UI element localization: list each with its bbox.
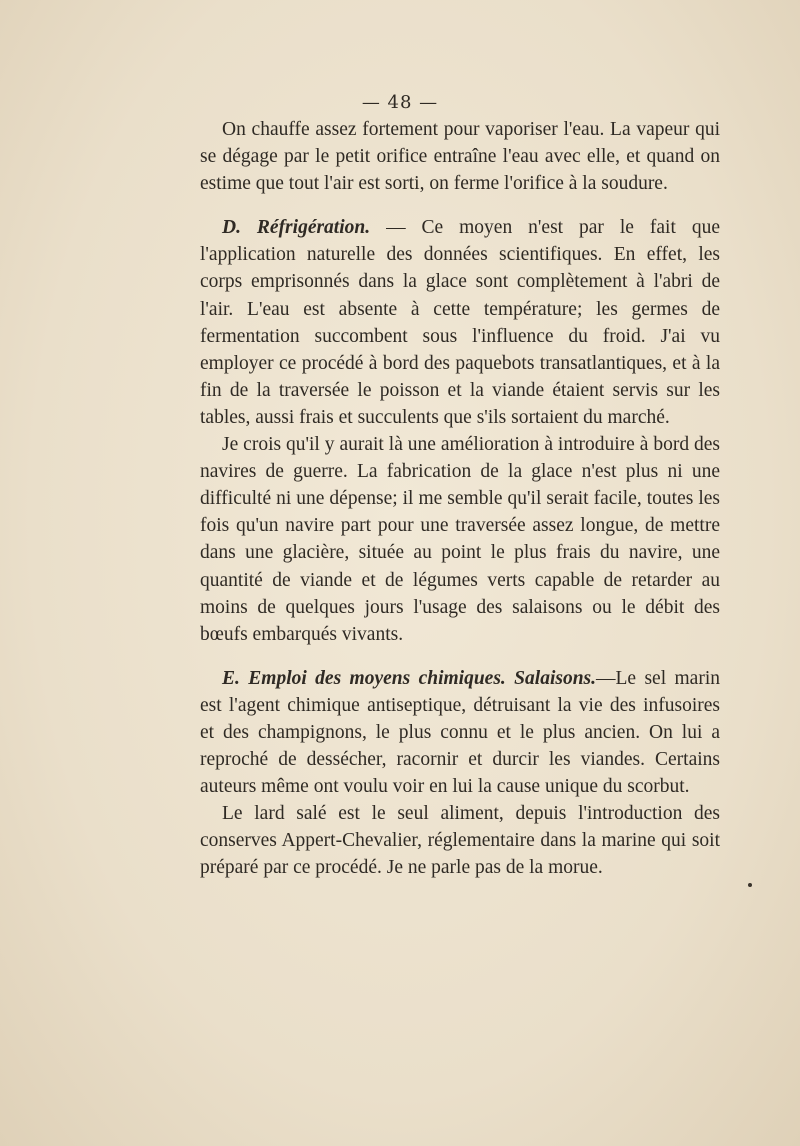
paragraph-text: Le lard salé est le seul aliment, depuis l'introduction des conserves Appert-Chevalier, réglementaire dans la marine qui soit préparé par ce procédé. Je ne parle pas de la morue. [200,803,720,879]
paragraph-3 [200,431,720,648]
section-heading-refrigeration: D. Réfrigération. [222,217,371,239]
paragraph-1 [200,116,720,197]
paragraph-text: Je crois qu'il y aurait là une amélioration à introduire à bord des navires de guerre. La fabrication de la glace n'est plus ni une difficulté ni une dépense; il me semble qu'il serait facile, toutes les fois qu'un navire part pour une traversée assez longue, de mettre dans une glacière, située au point le plus frais du navire, une quantité de viande et de légumes verts capable de retarder au moins de quelques jours l'usage des salaisons ou le débit des bœufs embarqués vivants. [200,434,720,645]
page-number: — 48 — [361,92,439,113]
paragraph-5 [200,800,720,881]
paragraph-2 [200,214,720,431]
paragraph-text: On chauffe assez fortement pour vaporiser l'eau. La vapeur qui se dégage par le petit orifice entraîne l'eau avec elle, et quand on estime que tout l'air est sorti, on ferme l'orifice à la soudure. [200,119,720,195]
paragraph-text: — Ce moyen n'est par le fait que l'application naturelle des données scientifiques. En effet, les corps emprisonnés dans la glace sont complètement à l'abri de l'air. L'eau est absente à cette température; les germes de fermentation succombent sous l'influence du froid. J'ai vu employer ce procédé à bord des paquebots transatlantiques, et à la fin de la traversée le poisson et la viande étaient servis sur les tables, aussi frais et succulents que s'ils sortaient du marché. [200,217,720,428]
body-text [200,116,720,882]
paragraph-4 [200,665,720,800]
paragraph-text: —Le sel marin est l'agent chimique antiseptique, détruisant la vie des infusoires et des champignons, le plus connu et le plus ancien. On lui a reproché de dessécher, racornir et durcir les viandes. Certains auteurs même ont voulu voir en lui la cause unique du scorbut. [200,667,720,798]
ink-speck [748,883,752,887]
section-heading-chemical-means: E. Emploi des moyens chimiques. Salaisons. [222,667,597,689]
